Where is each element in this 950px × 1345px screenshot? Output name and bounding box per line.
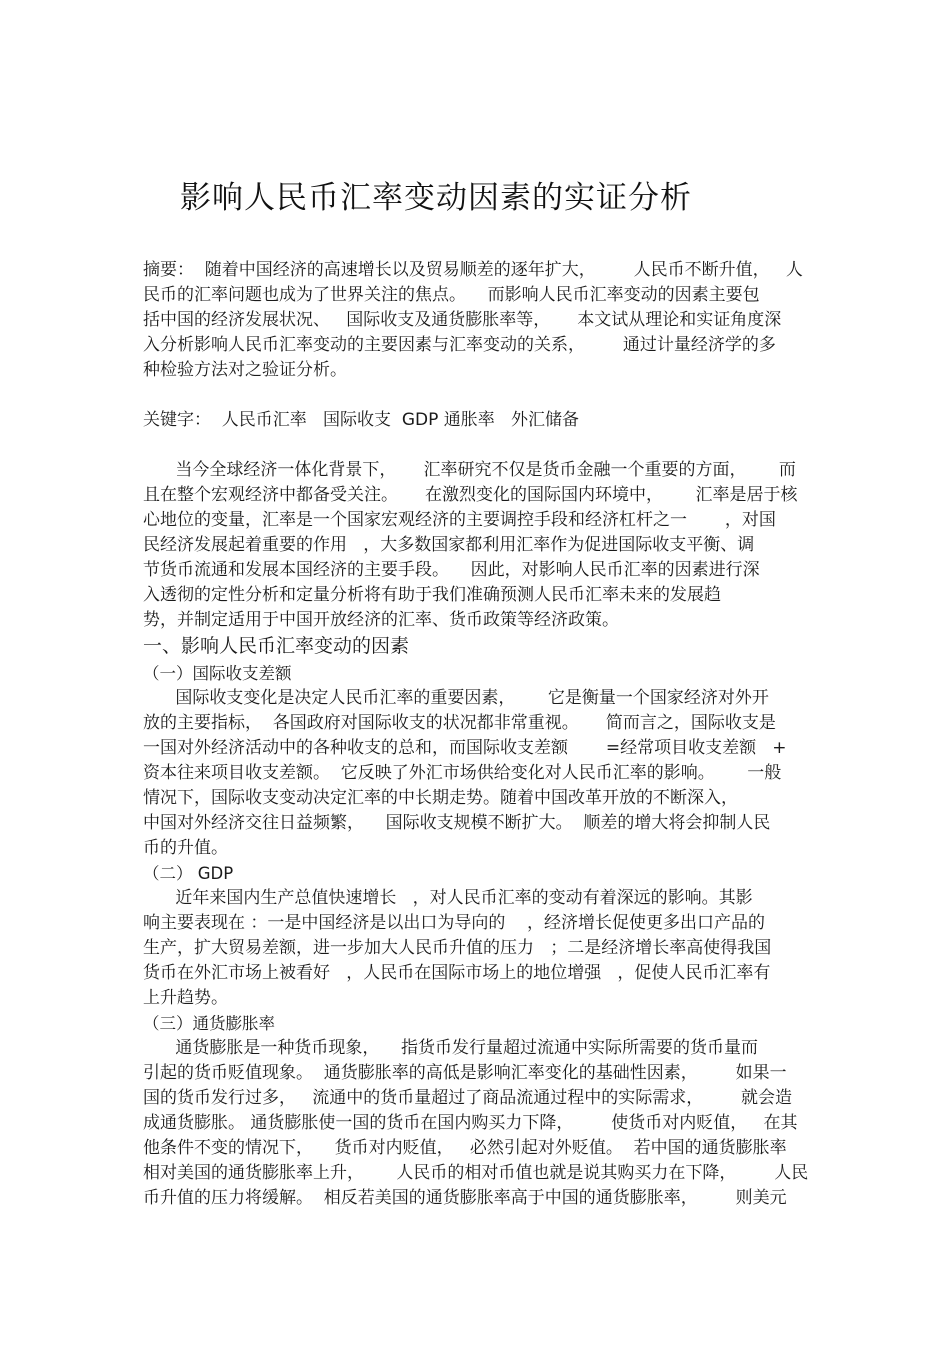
abstract-line: 摘要： 随着中国经济的高速增长以及贸易顺差的逐年扩大， 人民币不断升值， 人 (143, 260, 803, 280)
intro-line: 当今全球经济一体化背景下， 汇率研究不仅是货币金融一个重要的方面， 而 (143, 460, 796, 480)
subsection-heading: （二） GDP (143, 864, 234, 883)
intro-line: 势，并制定适用于中国开放经济的汇率、货币政策等经济政策。 (143, 610, 619, 630)
paragraph-line: 响主要表现在 ：一是中国经济是以出口为导向的 ，经济增长促使更多出口产品的 (143, 913, 766, 933)
paragraph-line: 国的货币发行过多， 流通中的货币量超过了商品流通过程中的实际需求， 就会造 (143, 1088, 793, 1108)
paragraph-line: 情况下，国际收支变动决定汇率的中长期走势。随着中国改革开放的不断深入， (143, 788, 738, 808)
paragraph-line: 相对美国的通货膨胀率上升， 人民币的相对币值也就是说其购买力在下降， 人民 (143, 1163, 809, 1183)
subsection-heading: （三）通货膨胀率 (143, 1014, 275, 1033)
paragraph-line: 国际收支变化是决定人民币汇率的重要因素， 它是衡量一个国家经济对外开 (143, 688, 769, 708)
abstract-line: 括中国的经济发展状况、 国际收支及通货膨胀率等， 本文试从理论和实证角度深 (143, 310, 782, 330)
paragraph-line: 近年来国内生产总值快速增长 ，对人民币汇率的变动有着深远的影响。其影 (143, 888, 753, 908)
paragraph-line: 通货膨胀是一种货币现象， 指货币发行量超过流通中实际所需要的货币量而 (143, 1038, 759, 1058)
section-heading: 一、影响人民币汇率变动的因素 (143, 635, 410, 657)
abstract-line: 种检验方法对之验证分析。 (143, 360, 347, 380)
paragraph-line: 资本往来项目收支差额。 它反映了外汇市场供给变化对人民币汇率的影响。 一般 (143, 763, 782, 783)
intro-line: 且在整个宏观经济中都备受关注。 在激烈变化的国际国内环境中， 汇率是居于核 (143, 485, 798, 505)
paragraph-line: 上升趋势。 (143, 988, 228, 1008)
document-title: 影响人民币汇率变动因素的实证分析 (180, 180, 692, 216)
paragraph-line: 一国对外经济活动中的各种收支的总和，而国际收支差额 =经常项目收支差额 + (143, 738, 787, 758)
paragraph-line: 币升值的压力将缓解。 相反若美国的通货膨胀率高于中国的通货膨胀率， 则美元 (143, 1188, 787, 1208)
abstract-line: 民币的汇率问题也成为了世界关注的焦点。 而影响人民币汇率变动的因素主要包 (143, 285, 760, 305)
subsection-heading: （一）国际收支差额 (143, 664, 292, 683)
abstract-line: 入分析影响人民币汇率变动的主要因素与汇率变动的关系， 通过计量经济学的多 (143, 335, 776, 355)
intro-line: 民经济发展起着重要的作用 ，大多数国家都利用汇率作为促进国际收支平衡、调 (143, 535, 755, 555)
paragraph-line: 成通货膨胀。 通货膨胀使一国的货币在国内购买力下降， 使货币对内贬值， 在其 (143, 1113, 798, 1133)
intro-line: 入透彻的定性分析和定量分析将有助于我们准确预测人民币汇率未来的发展趋 (143, 585, 721, 605)
paragraph-line: 币的升值。 (143, 838, 228, 858)
paragraph-line: 引起的货币贬值现象。 通货膨胀率的高低是影响汇率变化的基础性因素， 如果一 (143, 1063, 787, 1083)
paragraph-line: 货币在外汇市场上被看好 ，人民币在国际市场上的地位增强 ，促使人民币汇率有 (143, 963, 771, 983)
intro-line: 节货币流通和发展本国经济的主要手段。 因此，对影响人民币汇率的因素进行深 (143, 560, 760, 580)
intro-line: 心地位的变量，汇率是一个国家宏观经济的主要调控手段和经济杠杆之一 ，对国 (143, 510, 776, 530)
paragraph-line: 他条件不变的情况下， 货币对内贬值， 必然引起对外贬值。 若中国的通货膨胀率 (143, 1138, 787, 1158)
keywords-line: 关键字： 人民币汇率 国际收支 GDP 通胀率 外汇储备 (143, 410, 579, 430)
paragraph-line: 生产，扩大贸易差额，进一步加大人民币升值的压力 ；二是经济增长率高使得我国 (143, 938, 772, 958)
paragraph-line: 中国对外经济交往日益频繁， 国际收支规模不断扩大。 顺差的增大将会抑制人民 (143, 813, 771, 833)
paragraph-line: 放的主要指标， 各国政府对国际收支的状况都非常重视。 简而言之，国际收支是 (143, 713, 776, 733)
